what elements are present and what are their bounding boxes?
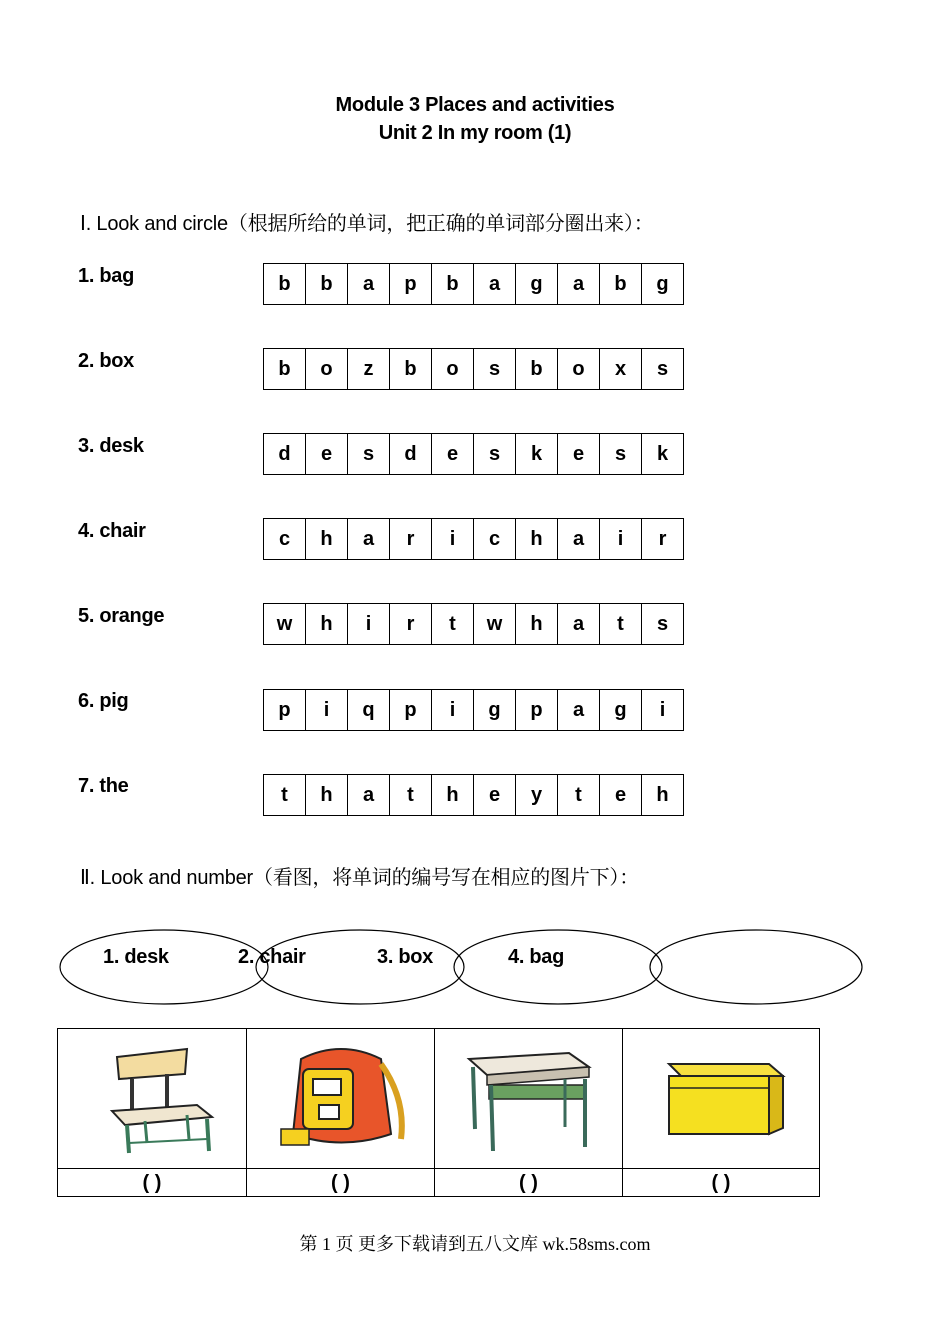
letter-cell[interactable]: h — [306, 775, 348, 815]
letter-cell[interactable]: p — [390, 264, 432, 304]
letter-cell[interactable]: e — [306, 434, 348, 474]
letter-cell[interactable]: e — [600, 775, 642, 815]
letter-cell[interactable]: a — [558, 690, 600, 730]
letter-cell[interactable]: e — [558, 434, 600, 474]
desk-picture — [459, 1039, 599, 1159]
letter-cell[interactable]: w — [264, 604, 306, 644]
chair-cell — [58, 1029, 247, 1168]
letter-grid — [263, 263, 684, 305]
letter-cell[interactable]: t — [432, 604, 474, 644]
letter-cell[interactable]: b — [264, 349, 306, 389]
letter-cell[interactable]: x — [600, 349, 642, 389]
letter-cell[interactable]: e — [432, 434, 474, 474]
item-label: 3. desk — [78, 435, 144, 457]
letter-cell[interactable]: z — [348, 349, 390, 389]
letter-grid — [263, 518, 684, 560]
page-footer: 第 1 页 更多下载请到五八文库 wk.58sms.com — [299, 1234, 651, 1254]
letter-cell[interactable]: o — [558, 349, 600, 389]
letter-cell[interactable]: c — [264, 519, 306, 559]
letter-cell[interactable]: t — [264, 775, 306, 815]
backpack-picture — [271, 1039, 411, 1159]
letter-cell[interactable]: p — [516, 690, 558, 730]
letter-cell[interactable]: h — [306, 519, 348, 559]
section1-instruction: Ⅰ. Look and circle（根据所给的单词，把正确的单词部分圈出来）： — [80, 213, 654, 235]
letter-cell[interactable]: i — [659, 698, 666, 721]
word-desk: 1. desk — [103, 946, 169, 968]
answer-paren: ( ) — [331, 1171, 350, 1194]
item-label: 1. bag — [78, 265, 134, 287]
letter-cell[interactable]: q — [348, 690, 390, 730]
backpack-cell — [247, 1029, 435, 1168]
letter-cell[interactable]: s — [474, 349, 516, 389]
item-label: 4. chair — [78, 520, 146, 542]
word-bag: 4. bag — [508, 946, 564, 968]
letter-cell[interactable]: e — [474, 775, 516, 815]
letter-cell[interactable]: a — [348, 264, 390, 304]
letter-cell[interactable]: h — [656, 783, 669, 806]
letter-cell[interactable]: g — [600, 690, 642, 730]
letter-grid — [263, 774, 684, 816]
letter-cell[interactable]: a — [558, 264, 600, 304]
letter-cell[interactable]: h — [516, 519, 558, 559]
item-label: 2. box — [78, 350, 134, 372]
picture-table — [57, 1028, 820, 1197]
letter-cell[interactable]: b — [600, 264, 642, 304]
item-label: 6. pig — [78, 690, 129, 712]
answer-paren: ( ) — [711, 1171, 731, 1194]
letter-cell[interactable]: b — [390, 349, 432, 389]
word-chair: 2. chair — [238, 946, 306, 968]
letter-cell[interactable]: g — [656, 272, 669, 295]
answer-blank-2[interactable] — [247, 1169, 435, 1197]
letter-cell[interactable]: t — [600, 604, 642, 644]
letter-cell[interactable]: a — [474, 264, 516, 304]
letter-cell[interactable]: b — [264, 264, 306, 304]
letter-cell[interactable]: d — [264, 434, 306, 474]
box-cell — [623, 1029, 819, 1168]
letter-cell[interactable]: s — [656, 357, 669, 380]
letter-cell[interactable]: k — [516, 434, 558, 474]
letter-cell[interactable]: k — [656, 442, 669, 465]
answer-blank-4[interactable] — [623, 1169, 819, 1197]
module-title: Module 3 Places and activities — [335, 94, 615, 116]
letter-grid — [263, 348, 684, 390]
section2-instruction: Ⅱ. Look and number（看图，将单词的编号写在相应的图片下）： — [80, 867, 640, 889]
letter-cell[interactable]: a — [558, 604, 600, 644]
letter-cell[interactable]: a — [348, 519, 390, 559]
letter-cell[interactable]: h — [306, 604, 348, 644]
letter-cell[interactable]: i — [348, 604, 390, 644]
letter-cell[interactable]: b — [516, 349, 558, 389]
desk-cell — [435, 1029, 623, 1168]
item-label: 5. orange — [78, 605, 165, 627]
letter-cell[interactable]: h — [516, 604, 558, 644]
letter-cell[interactable]: o — [432, 349, 474, 389]
letter-cell[interactable]: p — [390, 690, 432, 730]
letter-cell[interactable]: s — [656, 612, 669, 635]
unit-title: Unit 2 In my room (1) — [378, 122, 572, 144]
letter-cell[interactable]: w — [474, 604, 516, 644]
letter-cell[interactable]: r — [658, 527, 667, 550]
letter-grid — [263, 603, 684, 645]
letter-cell[interactable]: g — [474, 690, 516, 730]
letter-cell[interactable]: b — [306, 264, 348, 304]
letter-cell[interactable]: p — [264, 690, 306, 730]
chair-picture — [87, 1039, 217, 1159]
oval-4 — [650, 930, 862, 1004]
letter-cell[interactable]: i — [306, 690, 348, 730]
letter-cell[interactable]: t — [558, 775, 600, 815]
letter-cell[interactable]: i — [432, 690, 474, 730]
letter-cell[interactable]: g — [516, 264, 558, 304]
letter-cell[interactable]: a — [348, 775, 390, 815]
letter-grid — [263, 433, 684, 475]
letter-cell[interactable]: s — [348, 434, 390, 474]
letter-cell[interactable]: i — [600, 519, 642, 559]
answer-blank-3[interactable] — [435, 1169, 623, 1197]
answer-paren: ( ) — [142, 1171, 162, 1194]
letter-cell[interactable]: d — [390, 434, 432, 474]
letter-cell[interactable]: b — [432, 264, 474, 304]
letter-cell[interactable]: t — [390, 775, 432, 815]
letter-cell[interactable]: o — [306, 349, 348, 389]
item-label: 7. the — [78, 775, 129, 797]
letter-cell[interactable]: i — [432, 519, 474, 559]
letter-cell[interactable]: s — [474, 434, 516, 474]
letter-cell[interactable]: r — [390, 519, 432, 559]
word-box: 3. box — [377, 946, 433, 968]
letter-cell[interactable]: r — [390, 604, 432, 644]
letter-grid — [263, 689, 684, 731]
word-ovals — [58, 925, 868, 1005]
letter-cell[interactable]: c — [474, 519, 516, 559]
letter-cell[interactable]: h — [432, 775, 474, 815]
letter-cell[interactable]: y — [516, 775, 558, 815]
letter-cell[interactable]: s — [600, 434, 642, 474]
answer-blank-1[interactable] — [58, 1169, 247, 1197]
box-picture — [651, 1044, 791, 1154]
answer-paren: ( ) — [519, 1171, 538, 1194]
letter-cell[interactable]: a — [558, 519, 600, 559]
